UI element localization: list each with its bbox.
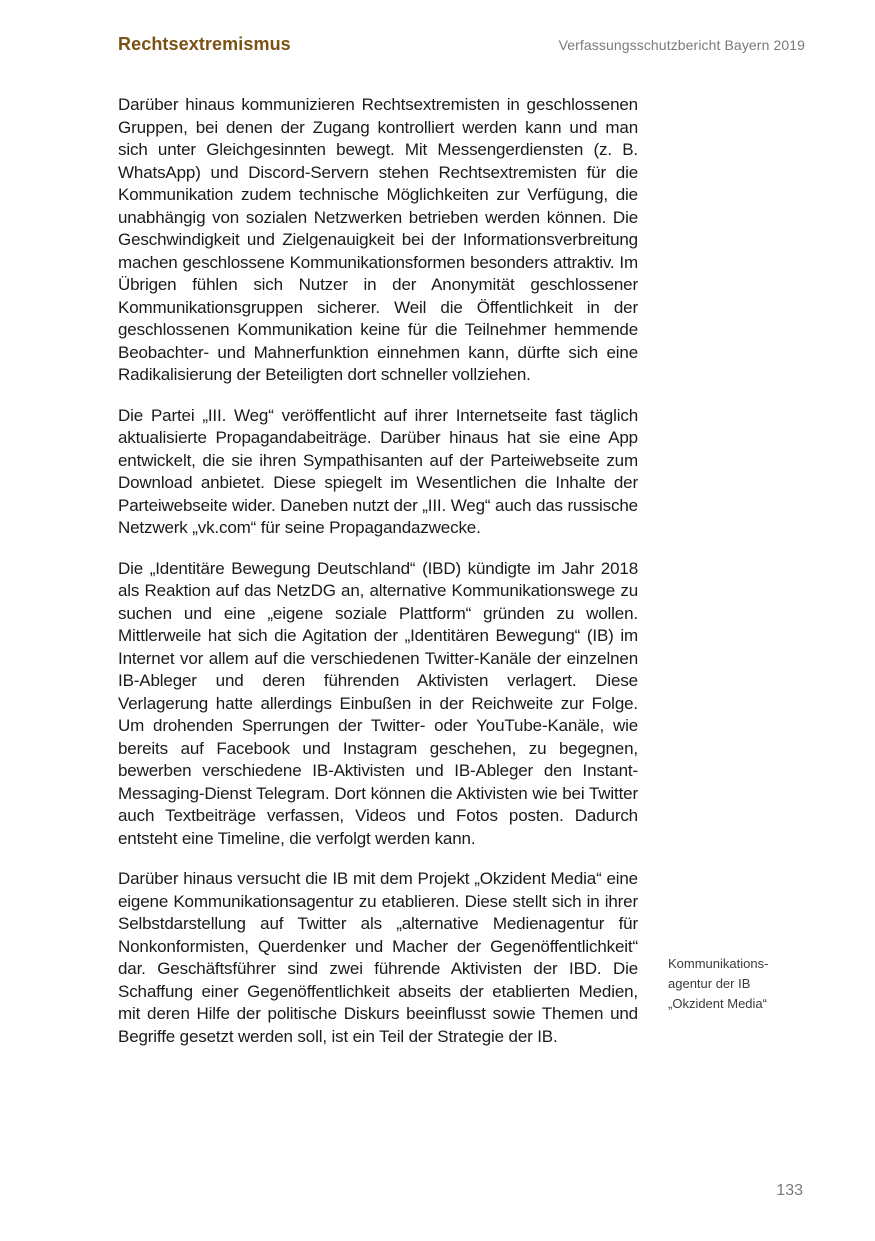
main-text <box>118 94 638 1066</box>
paragraph-ibd: Die „Identitäre Bewegung Deutschland“ (IBD) kündigte im Jahr 2018 als Reaktion auf das NetzDG an, alternative Kommunikationswege zu suchen und eine „eigene soziale Plattform“ gründen zu wollen. Mittlerweile hat sich die Agitation der „Identitären Bewegung“ (IB) im Internet vor allem auf die verschiedenen Twitter-Kanäle der einzelnen IB-Ableger und deren führenden Aktivisten verlagert. Diese Verlagerung hatte allerdings Einbußen in der Reichweite zur Folge. Um drohenden Sperrungen der Twitter- oder YouTube-Kanäle, wie bereits auf Facebook und Instagram geschehen, zu begegnen, bewerben verschiedene IB-Aktivisten und IB-Ableger den Instant-Messaging-Dienst Telegram. Dort können die Aktivisten wie bei Twitter auch Textbeiträge verfassen, Videos und Fotos posten. Dadurch entsteht eine Timeline, die verfolgt werden kann. <box>118 558 638 848</box>
section-title: Rechtsextremismus <box>118 34 291 54</box>
margin-note <box>668 954 818 1014</box>
paragraph-third-way: Die Partei „III. Weg“ veröffentlicht auf ihrer Internetseite fast täglich aktualisierte Propagandabeiträge. Darüber hinaus hat sie eine App entwickelt, die sie ihren Sympathisanten auf der Parteiwebseite zum Download anbietet. Diese spiegelt im Wesentlichen die Inhalte der Parteiwebseite wider. Daneben nutzt der „III. Weg“ auch das russische Netzwerk „vk.com“ für seine Propagandazwecke. <box>118 405 638 537</box>
paragraph-closed-groups: Darüber hinaus kommunizieren Rechtsextremisten in geschlossenen Gruppen, bei denen der Zugang kontrolliert werden kann und man sich unter Gleichgesinnten bewegt. Mit Messengerdiensten (z. B. WhatsApp) und Discord-Servern stehen Rechtsextremisten für die Kommunikation zudem technische Möglichkeiten zur Verfügung, die unabhängig von sozialen Netzwerken betrieben werden können. Die Geschwindigkeit und Zielgenauigkeit bei der Informationsverbreitung machen geschlossene Kommunikationsformen besonders attraktiv. Im Übrigen fühlen sich Nutzer in der Anonymität geschlossener Kommunikationsgruppen sicherer. Weil die Öffentlichkeit in der geschlossenen Kommunikation keine für die Teilnehmer hemmende Beobachter- und Mahnerfunktion einnehmen kann, dürfte sich eine Radikalisierung der Beteiligten dort schneller vollziehen. <box>118 95 638 384</box>
margin-note-line: agentur der IB <box>668 976 751 991</box>
margin-note-line: Kommunikations- <box>668 956 769 971</box>
margin-note-line: „Okzident Media“ <box>668 996 767 1011</box>
paragraph-okzident-media: Darüber hinaus versucht die IB mit dem Projekt „Okzident Media“ eine eigene Kommunikationsagentur zu etablieren. Diese stellt sich in ihrer Selbstdarstellung auf Twitter als „alternative Medienagentur für Nonkonformisten, Querdenker und Macher der Gegenöffentlichkeit“ dar. Geschäftsführer sind zwei führende Aktivisten der IBD. Die Schaffung einer Gegenöffentlichkeit abseits der etablierten Medien, mit deren Hilfe der politische Diskurs beeinflusst sowie Themen und Begriffe gesetzt werden soll, ist ein Teil der Strategie der IB. <box>118 869 638 1046</box>
page-number: 133 <box>776 1182 803 1199</box>
report-title: Verfassungsschutzbericht Bayern 2019 <box>558 37 805 53</box>
